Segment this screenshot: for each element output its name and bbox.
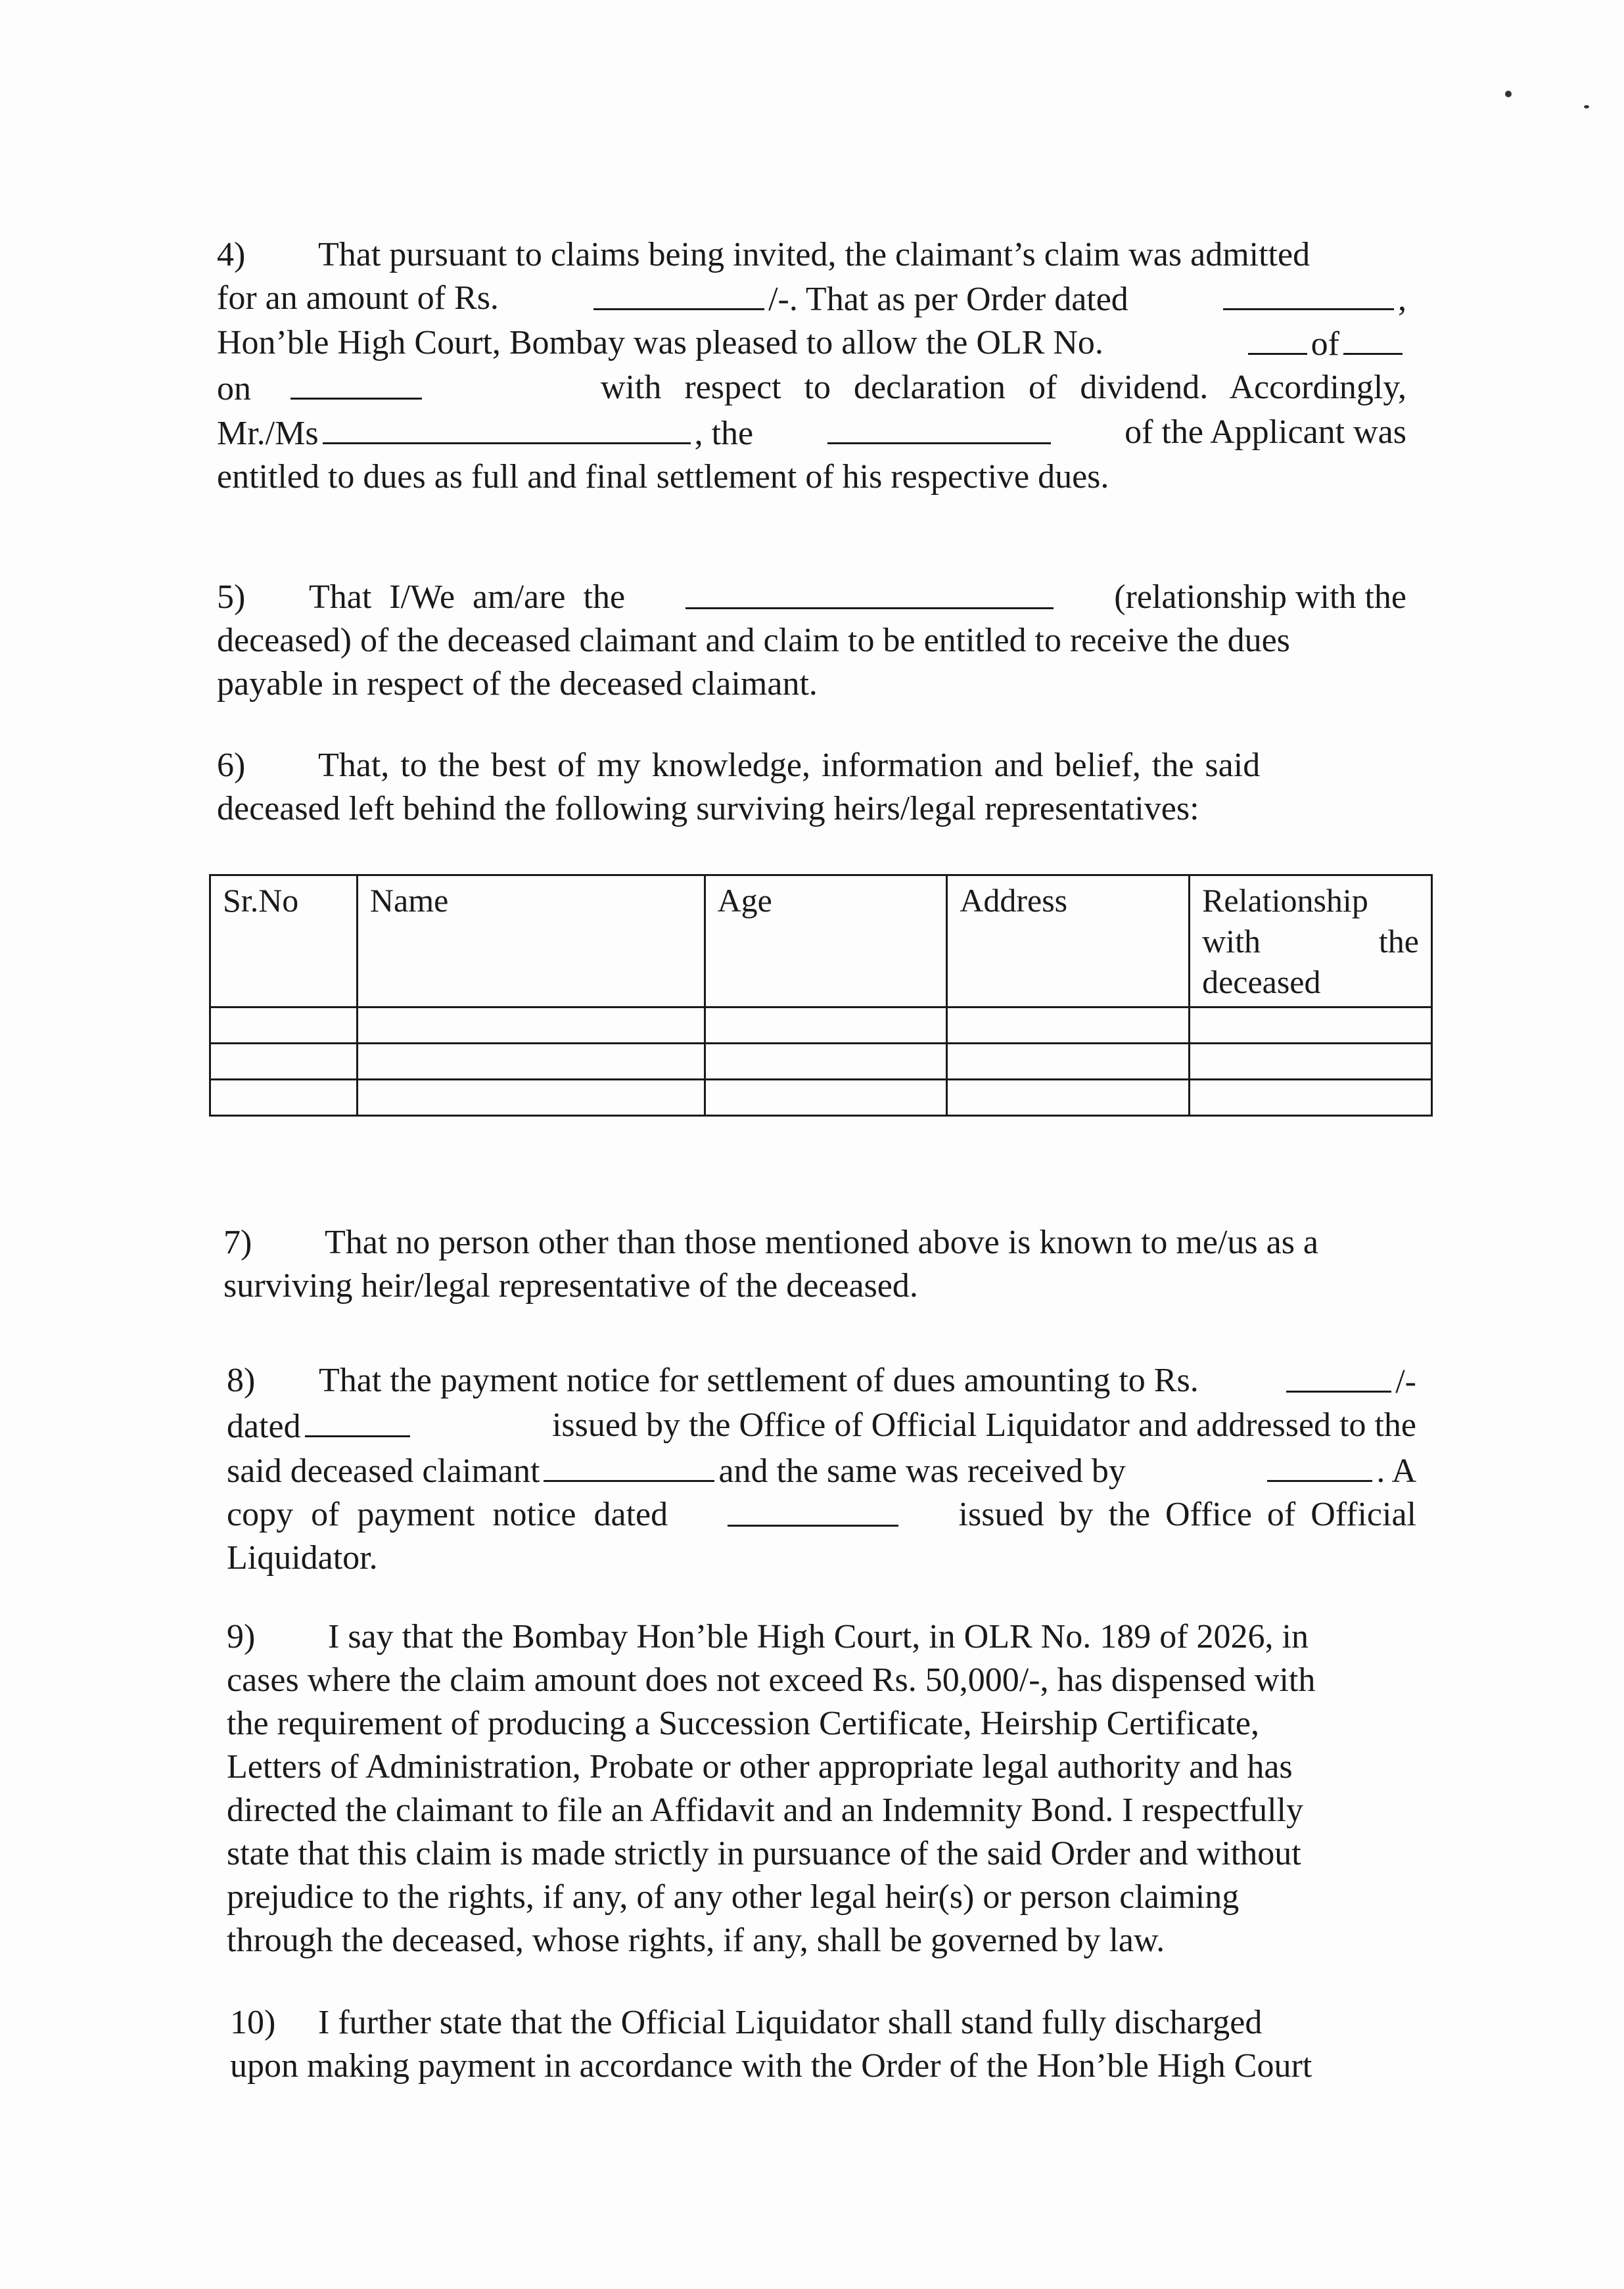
header-relationship-line: Relationship bbox=[1202, 882, 1368, 919]
table-cell[interactable] bbox=[947, 1080, 1190, 1116]
paragraph-text: payable in respect of the deceased claimant. bbox=[217, 665, 818, 703]
table-header-row bbox=[210, 875, 1432, 1007]
paragraph-text: the requirement of producing a Succession Certificate, Heirship Certificate, bbox=[227, 1705, 1259, 1742]
table-row bbox=[210, 1044, 1432, 1080]
paragraph-5 bbox=[217, 576, 1406, 706]
paragraph-text: through the deceased, whose rights, if any, shall be governed by law. bbox=[227, 1922, 1165, 1959]
paragraph-text: for an amount of Rs. bbox=[217, 279, 499, 317]
table-cell[interactable] bbox=[210, 1080, 358, 1116]
blank-copy-date-field[interactable] bbox=[728, 1493, 898, 1527]
paragraph-text: That the payment notice for settlement of dues amounting to Rs. bbox=[319, 1362, 1199, 1399]
table-cell[interactable] bbox=[210, 1044, 358, 1080]
table-cell[interactable] bbox=[1190, 1007, 1432, 1044]
paragraph-text: Letters of Administration, Probate or other appropriate legal authority and has bbox=[227, 1748, 1293, 1786]
blank-order-date-field[interactable] bbox=[1223, 277, 1394, 310]
paragraph-text: Hon’ble High Court, Bombay was pleased to allow the OLR No. bbox=[217, 324, 1103, 361]
paragraph-text: deceased) of the deceased claimant and claim to be entitled to receive the dues bbox=[217, 622, 1290, 659]
paragraph-number: 10) bbox=[230, 2004, 276, 2041]
paragraph-text: dated bbox=[227, 1408, 301, 1445]
table-cell[interactable] bbox=[357, 1007, 705, 1044]
paragraph-text: entitled to dues as full and final settlement of his respective dues. bbox=[217, 458, 1109, 496]
paragraph-text: copy of payment notice dated bbox=[227, 1496, 668, 1533]
paragraph-number: 7) bbox=[223, 1224, 252, 1261]
paragraph-text: That, to the best of my knowledge, information and belief, the said bbox=[318, 747, 1261, 784]
paragraph-text: directed the claimant to file an Affidavit and an Indemnity Bond. I respectfully bbox=[227, 1792, 1303, 1829]
blank-claimant-field[interactable] bbox=[544, 1448, 714, 1482]
header-age: Age bbox=[705, 875, 947, 1007]
paragraph-text: and the same was received by bbox=[718, 1452, 1126, 1490]
paragraph-9 bbox=[227, 1615, 1416, 1962]
blank-relationship-field[interactable] bbox=[685, 576, 1054, 609]
paragraph-text: That no person other than those mentioned above is known to me/us as a bbox=[325, 1224, 1319, 1261]
paragraph-text: I say that the Bombay Hon’ble High Court, in OLR No. 189 of 2026, in bbox=[328, 1618, 1309, 1655]
table-cell[interactable] bbox=[705, 1044, 947, 1080]
paragraph-text: . A bbox=[1376, 1452, 1416, 1490]
paragraph-text: (relationship with the bbox=[1114, 578, 1406, 616]
table-cell[interactable] bbox=[357, 1080, 705, 1116]
paragraph-text: prejudice to the rights, if any, of any other legal heir(s) or person claiming bbox=[227, 1878, 1240, 1916]
table-cell[interactable] bbox=[947, 1044, 1190, 1080]
paragraph-number: 6) bbox=[217, 747, 246, 784]
paragraph-text: of bbox=[1311, 325, 1339, 363]
header-relationship bbox=[1190, 875, 1432, 1007]
blank-dues-amount-field[interactable] bbox=[1286, 1359, 1391, 1393]
paragraph-text: Liquidator. bbox=[227, 1539, 378, 1577]
paragraph-text: said deceased claimant bbox=[227, 1452, 540, 1490]
table-cell[interactable] bbox=[1190, 1080, 1432, 1116]
paragraph-text: I further state that the Official Liquidator shall stand fully discharged bbox=[318, 2004, 1263, 2041]
heirs-table bbox=[209, 874, 1433, 1117]
paragraph-text: /-. That as per Order dated bbox=[768, 281, 1128, 318]
blank-olr-number-field[interactable] bbox=[1248, 321, 1307, 355]
paragraph-text: on bbox=[217, 370, 251, 407]
paragraph-number: 4) bbox=[217, 236, 246, 273]
paragraph-text: upon making payment in accordance with the Order of the Hon’ble High Court bbox=[230, 2047, 1312, 2085]
paragraph-text: state that this claim is made strictly in pursuance of the said Order and without bbox=[227, 1835, 1301, 1872]
blank-name-field[interactable] bbox=[323, 411, 691, 444]
scan-speck bbox=[1505, 91, 1512, 97]
paragraph-text: issued by the Office of Official Liquidator and addressed to the bbox=[551, 1406, 1416, 1444]
paragraph-text: with respect to declaration of dividend. Accordingly, bbox=[600, 369, 1406, 406]
header-relationship-line: deceased bbox=[1202, 963, 1321, 1000]
paragraph-text: , the bbox=[694, 415, 754, 452]
paragraph-number: 9) bbox=[227, 1618, 256, 1655]
blank-relation-field[interactable] bbox=[827, 411, 1051, 444]
paragraph-6 bbox=[217, 744, 1406, 831]
table-cell[interactable] bbox=[210, 1007, 358, 1044]
table-row bbox=[210, 1080, 1432, 1116]
paragraph-number: 5) bbox=[217, 578, 246, 616]
table-cell[interactable] bbox=[1190, 1044, 1432, 1080]
paragraph-text: /- bbox=[1395, 1363, 1416, 1400]
blank-olr-year-field[interactable] bbox=[1343, 321, 1403, 355]
paragraph-text: , bbox=[1397, 281, 1406, 318]
blank-olr-date-field[interactable] bbox=[290, 366, 422, 400]
table-cell[interactable] bbox=[947, 1007, 1190, 1044]
table-cell[interactable] bbox=[705, 1007, 947, 1044]
header-relationship-word: with bbox=[1202, 923, 1261, 960]
table-cell[interactable] bbox=[357, 1044, 705, 1080]
paragraph-text: surviving heir/legal representative of the deceased. bbox=[223, 1267, 918, 1305]
table-cell[interactable] bbox=[705, 1080, 947, 1116]
header-relationship-word: the bbox=[1378, 923, 1419, 960]
blank-notice-date-field[interactable] bbox=[305, 1404, 410, 1437]
paragraph-text: issued by the Office of Official bbox=[958, 1496, 1416, 1533]
paragraph-text: That I/We am/are the bbox=[309, 578, 626, 616]
paragraph-text: cases where the claim amount does not exceed Rs. 50,000/-, has dispensed with bbox=[227, 1661, 1316, 1699]
table-row bbox=[210, 1007, 1432, 1044]
blank-received-by-field[interactable] bbox=[1267, 1448, 1372, 1482]
paragraph-10 bbox=[230, 2001, 1420, 2088]
paragraph-text: Mr./Ms bbox=[217, 415, 319, 452]
scan-speck bbox=[1584, 105, 1589, 108]
paragraph-7 bbox=[223, 1221, 1413, 1308]
header-sr-no: Sr.No bbox=[210, 875, 358, 1007]
header-relationship-line bbox=[1202, 921, 1419, 961]
paragraph-text: That pursuant to claims being invited, the claimant’s claim was admitted bbox=[318, 236, 1311, 273]
paragraph-number: 8) bbox=[227, 1362, 256, 1399]
header-name: Name bbox=[357, 875, 705, 1007]
paragraph-4 bbox=[217, 233, 1406, 499]
paragraph-text: deceased left behind the following surviving heirs/legal representatives: bbox=[217, 790, 1199, 827]
header-address: Address bbox=[947, 875, 1190, 1007]
paragraph-text: of the Applicant was bbox=[1125, 413, 1406, 451]
blank-amount-field[interactable] bbox=[593, 277, 764, 310]
paragraph-8 bbox=[227, 1359, 1416, 1580]
